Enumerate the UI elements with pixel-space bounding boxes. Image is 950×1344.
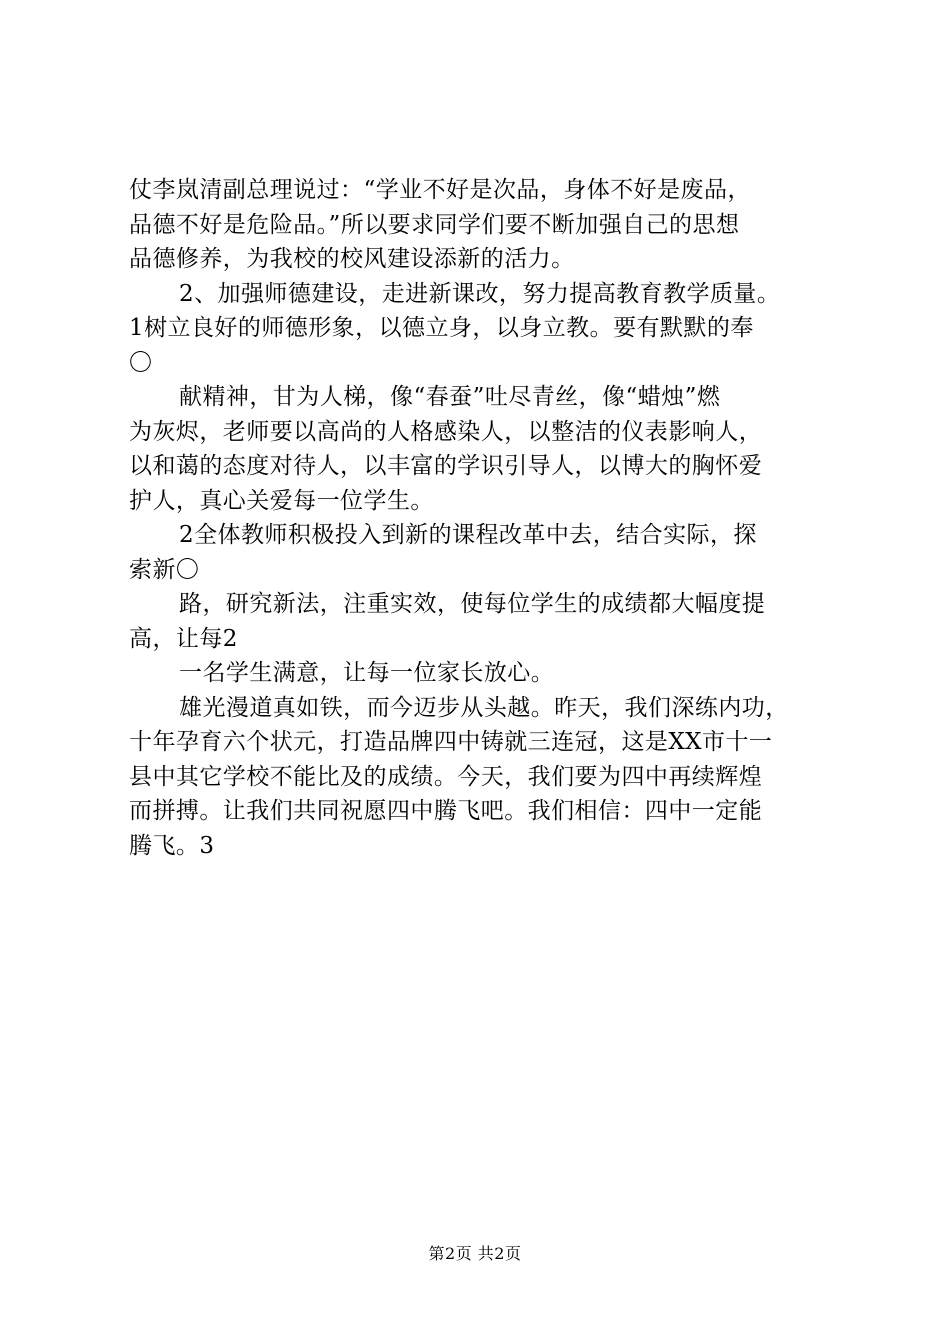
text-line: 县中其它学校不能比及的成绩。今天，我们要为四中再续辉煌 <box>129 763 763 790</box>
text-line: 仗李岚清副总理说过：“学业不好是次品，身体不好是废品， <box>129 177 751 203</box>
text-line: 腾飞。3 <box>129 832 215 859</box>
text-line: 雄光漫道真如铁，而今迈步从头越。昨天，我们深练内功， <box>179 694 789 721</box>
text-line: 以和蔼的态度对待人，以丰富的学识引导人，以博大的胸怀爱 <box>129 453 763 479</box>
text-line: 路，研究新法，注重实效，使每位学生的成绩都大幅度提 <box>179 591 766 617</box>
document-body <box>129 173 835 863</box>
text-line: 品德修养，为我校的校风建设添新的活力。 <box>129 246 575 272</box>
text-line: 而拼搏。让我们共同祝愿四中腾飞吧。我们相信：四中一定能 <box>129 798 763 824</box>
text-line: 品德不好是危险品。”所以要求同学们要不断加强自己的思想 <box>129 211 740 238</box>
text-line: 〇 <box>129 349 153 376</box>
text-line: 索新〇 <box>129 556 200 583</box>
text-line: 十年孕育六个状元，打造品牌四中铸就三连冠，这是XX市十一 <box>129 729 773 755</box>
page-number-footer: 第2页 共2页 <box>428 1244 522 1263</box>
text-line: 为灰烬，老师要以高尚的人格感染人，以整洁的仪表影响人， <box>129 418 763 445</box>
text-line: 护人，真心关爱每一位学生。 <box>129 487 434 514</box>
text-line: 2全体教师积极投入到新的课程改革中去，结合实际，探 <box>179 522 757 548</box>
text-line: 一名学生满意，让每一位家长放心。 <box>179 660 555 686</box>
text-line: 1树立良好的师德形象，以德立身，以身立教。要有默默的奉 <box>129 315 754 341</box>
text-line: 2、加强师德建设，走进新课改，努力提高教育教学质量。 <box>179 280 781 307</box>
text-line: 高，让每2 <box>129 625 238 652</box>
text-line: 献精神，甘为人梯，像“春蚕”吐尽青丝，像“蜡烛”燃 <box>179 384 721 410</box>
